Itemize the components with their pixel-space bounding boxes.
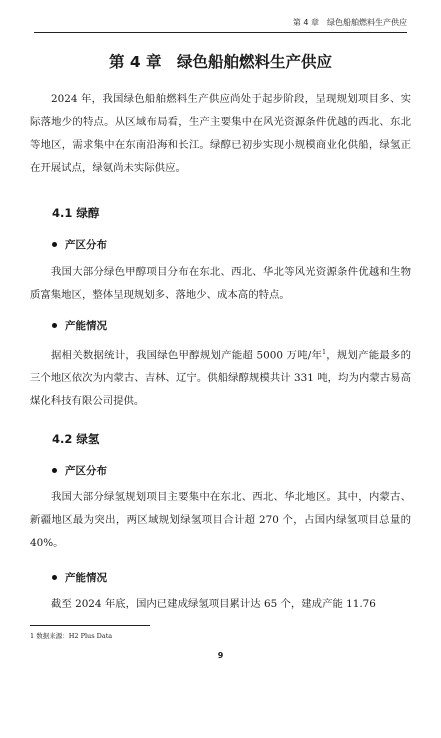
bullet-capacity: [52, 318, 107, 333]
bullet-label: 产区分布: [65, 465, 107, 477]
bullet-label: 产能情况: [65, 320, 107, 332]
bullet-production-area: [52, 237, 107, 252]
hydrogen-capacity-paragraph: 截至 2024 年底，国内已建成绿氢项目累计达 65 个，建成产能 11.76: [51, 598, 376, 610]
header-text: 第 4 章 绿色船舶燃料生产供应: [292, 18, 407, 27]
section-heading-4-2: 4.2 绿氢: [52, 432, 100, 446]
bullet-dot-icon: [52, 575, 57, 580]
footnote-rule: [30, 625, 150, 626]
hydrogen-distribution-paragraph: 我国大部分绿氢规划项目主要集中在东北、西北、华北地区。其中，内蒙古、新疆地区最为突出，两区域规划绿氢项目合计超 270 个，占国内绿氢项目总量的 40%。: [30, 491, 411, 549]
bullet-label: 产区分布: [65, 239, 107, 251]
bullet-dot-icon: [52, 242, 57, 247]
bullet-dot-icon: [52, 468, 57, 473]
intro-paragraph: 2024 年，我国绿色船舶燃料生产供应尚处于起步阶段，呈现规划项目多、实际落地少的特点。从区域布局看，生产主要集中在风光资源条件优越的西北、东北等地区，需求集中在东南沿海和长江。绿醇已初步实现小规模商业化供船，绿氢正在开展试点，绿氨尚未实际供应。: [30, 93, 411, 174]
bullet-hydrogen-area: [52, 463, 107, 478]
section-heading-4-1: 4.1 绿醇: [52, 206, 100, 220]
bullet-dot-icon: [52, 323, 57, 328]
footnote: 1 数据来源：H2 Plus Data: [30, 632, 113, 640]
capacity-text-b: ，规划产能最多的三个地区依次为内蒙古、吉林、辽宁。供船绿醇规模共计 331 吨，均为内蒙古易高煤化科技有限公司提供。: [30, 349, 411, 408]
page-number: 9: [217, 651, 224, 660]
chapter-title: 第 4 章 绿色船舶燃料生产供应: [108, 53, 333, 71]
bullet-hydrogen-capacity: [52, 570, 107, 585]
methanol-capacity-paragraph: [30, 341, 411, 413]
bullet-label: 产能情况: [65, 572, 107, 584]
capacity-text-a: 据相关数据统计，我国绿色甲醇规划产能超 5000 万吨/年: [51, 349, 323, 362]
methanol-distribution-paragraph: 我国大部分绿色甲醇项目分布在东北、西北、华北等风光资源条件优越和生物质富集地区，整体呈现规划多、落地少、成本高的特点。: [30, 266, 411, 301]
running-header: [34, 14, 407, 33]
footnote-marker: 1: [322, 349, 326, 356]
